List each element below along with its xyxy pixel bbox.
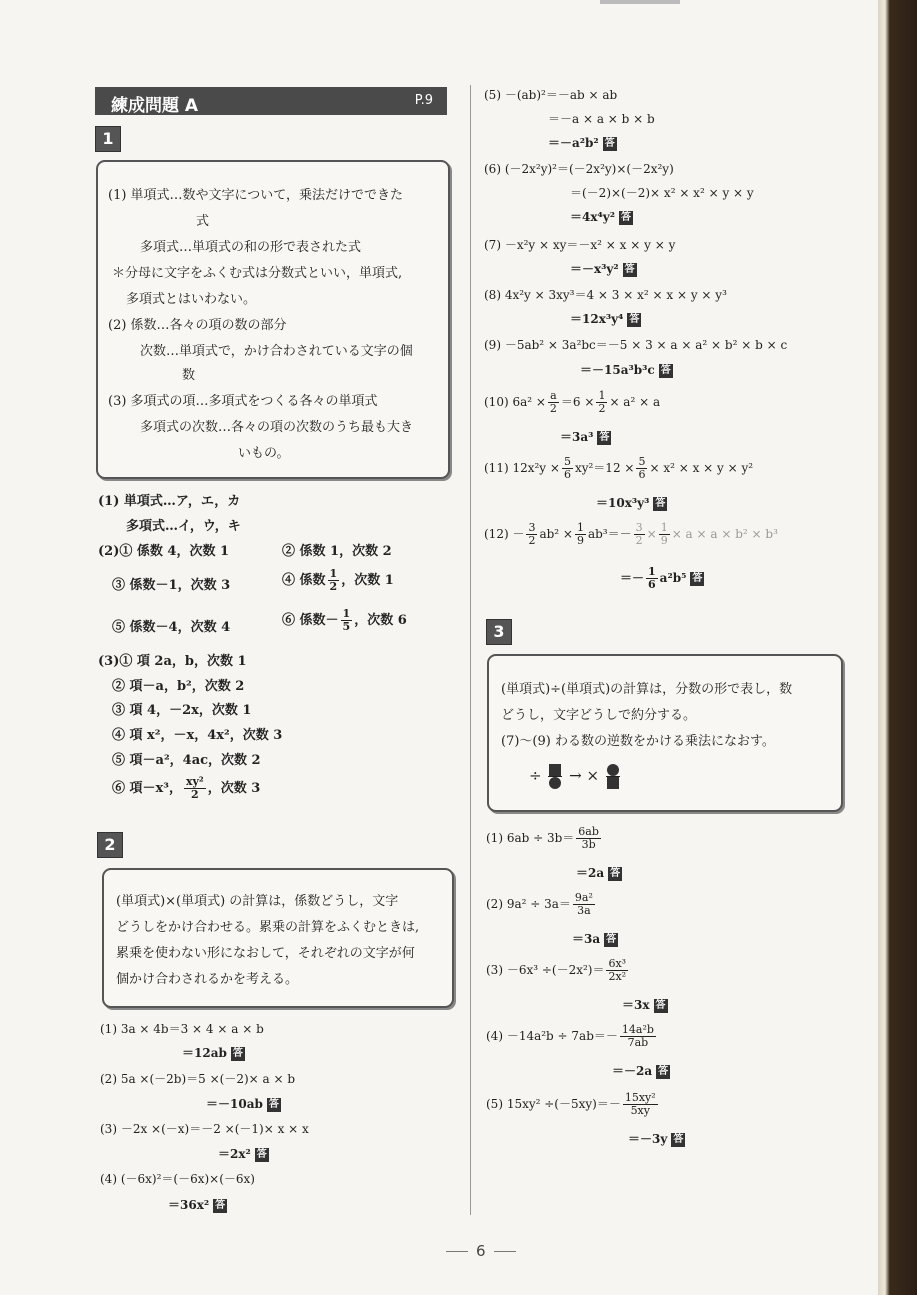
s1-answer: (3)① 項 2a，b，次数 1 xyxy=(98,654,247,669)
s1-answer: ⑥ 係数－ $\frac{1}{5}$ ，次数 6 xyxy=(282,607,407,633)
column-divider xyxy=(470,85,471,1215)
s3-result: ＝3x 答 xyxy=(622,998,666,1012)
s2-result: ＝－10ab 答 xyxy=(206,1097,279,1111)
s3-step: (2) 9a² ÷ 3a＝ $\frac{\text{9a²}}{3a}$ xyxy=(486,891,593,917)
s2-result: ＝－ $\frac{1}{6}$ a²b⁵ 答 xyxy=(620,565,703,591)
s3-step: (3) －6x³ ÷(－2x²)＝ $\frac{\text{6x³}}{\text{2x²}}$ xyxy=(486,957,627,983)
box2-line: 累乗を使わない形になおして，それぞれの文字が何 xyxy=(116,946,415,961)
s2-step: (8) 4x²y × 3xy³＝4 × 3 × x² × x × y × y³ xyxy=(484,288,727,302)
box1-line: 式 xyxy=(196,214,210,229)
page-number: 6 xyxy=(438,1242,524,1260)
s1-answer: (2)① 係数 4，次数 1 xyxy=(98,544,230,559)
s2-step: (1) 3a × 4b＝3 × 4 × a × b xyxy=(100,1022,264,1036)
s1-answer: ③ 係数－1，次数 3 xyxy=(112,578,231,593)
s2-result: ＝2x² 答 xyxy=(218,1147,267,1161)
box1-line: 次数…単項式で，かけ合わされている文字の個 xyxy=(140,344,413,359)
box2-line: (単項式)×(単項式) の計算は，係数どうし，文字 xyxy=(116,894,399,909)
s2-step: ＝(－2)×(－2)× x² × x² × y × y xyxy=(570,186,754,200)
section-number-2: 2 xyxy=(97,832,123,858)
s1-answer: ② 係数 1，次数 2 xyxy=(282,544,392,559)
box1-line: いもの。 xyxy=(238,446,290,461)
square-symbol-icon xyxy=(607,777,619,789)
box1-line: 数 xyxy=(182,368,196,383)
s1-answer: ④ 項 x²，－x，4x²，次数 3 xyxy=(112,728,283,743)
s1-answer: (1) 単項式…ア，エ，カ xyxy=(98,494,241,509)
s2-step: (7) －x²y × xy＝－x² × x × y × y xyxy=(484,238,676,252)
s2-step: (9) －5ab² × 3a²bc＝－5 × 3 × a × a² × b² × b × c xyxy=(484,338,788,352)
box1-line: (2) 係数…各々の項の数の部分 xyxy=(108,318,287,333)
reciprocal-diagram: ÷ → × xyxy=(529,764,622,789)
s3-result: ＝－3y 答 xyxy=(628,1132,684,1146)
s3-step: (1) 6ab ÷ 3b＝ $\frac{6ab}{3b}$ xyxy=(486,825,599,851)
s3-step: (4) －14a²b ÷ 7ab＝－ $\frac{\text{14a²b}}{7ab}$ xyxy=(486,1023,654,1049)
s2-result: ＝3a³ 答 xyxy=(560,430,610,444)
circle-symbol-icon xyxy=(607,764,619,776)
box1-line: 多項式とはいわない。 xyxy=(126,292,257,307)
book-spine xyxy=(878,0,917,1295)
section-header xyxy=(95,87,447,115)
box1-line: 多項式…単項式の和の形で表された式 xyxy=(140,240,362,255)
box2-line: どうしをかけ合わせる。累乗の計算をふくむときは, xyxy=(116,920,420,935)
circle-symbol-icon xyxy=(549,777,561,789)
s3-step: (5) 15xy² ÷(－5xy)＝－ $\frac{\text{15xy²}}{5xy}$ xyxy=(486,1091,656,1117)
box3-line: どうし，文字どうしで約分する。 xyxy=(501,708,697,723)
s2-result: ＝10x³y³ 答 xyxy=(596,496,666,510)
section-number-3: 3 xyxy=(486,619,512,645)
s1-answer: ⑤ 係数－4，次数 4 xyxy=(112,620,231,635)
square-symbol-icon xyxy=(549,764,561,776)
box3-line: (7)～(9) わる数の逆数をかける乗法になおす。 xyxy=(501,734,775,749)
s2-result: ＝36x² 答 xyxy=(168,1198,226,1212)
s1-answer: ② 項－a，b²，次数 2 xyxy=(112,679,245,694)
s2-result: ＝－15a³b³c 答 xyxy=(580,363,671,377)
header-title: 練成問題 A xyxy=(111,96,199,116)
explanation-box-2 xyxy=(102,868,454,1008)
s3-result: ＝－2a 答 xyxy=(612,1064,669,1078)
box3-line: (単項式)÷(単項式)の計算は，分数の形で表し，数 xyxy=(501,682,793,697)
s2-result: ＝－x³y² 答 xyxy=(570,262,635,276)
box1-line: ＊分母に文字をふくむ式は分数式といい，単項式, xyxy=(112,266,403,281)
s2-step: ＝－a × a × b × b xyxy=(548,112,655,126)
box1-line: (1) 単項式…数や文字について，乗法だけでできた xyxy=(108,188,404,203)
s3-result: ＝2a 答 xyxy=(576,866,621,880)
s2-step: (3) －2x ×(－x)＝－2 ×(－1)× x × x xyxy=(100,1122,309,1136)
s2-result: ＝－a²b² 答 xyxy=(548,136,615,150)
s1-answer: ⑤ 項－a²，4ac，次数 2 xyxy=(112,753,261,768)
s1-answer: ④ 係数 $\frac{1}{2}$ ，次数 1 xyxy=(282,567,394,593)
s2-step: (6) (－2x²y)²＝(－2x²y)×(－2x²y) xyxy=(484,162,674,176)
s3-result: ＝3a 答 xyxy=(572,932,617,946)
s2-result: ＝12ab 答 xyxy=(182,1046,243,1060)
s2-step: (10) 6a² × $\frac{a}{2}$ ＝6 × $\frac{1}{2}$ × a² × a xyxy=(484,389,661,415)
s2-step: (4) (－6x)²＝(－6x)×(－6x) xyxy=(100,1172,255,1186)
s2-result: ＝4x⁴y² 答 xyxy=(570,210,631,224)
header-page-ref: P.9 xyxy=(414,93,433,108)
s1-answer: 多項式…イ，ウ，キ xyxy=(126,519,241,534)
s2-step: (5) －(ab)²＝－ab × ab xyxy=(484,88,618,102)
s2-step: (12) － $\frac{3}{2}$ ab² × $\frac{1}{9}$ ab³＝－ $\frac{3}{2}$ × $\frac{1}{9}$ × a × a × b² × b³ xyxy=(484,521,778,547)
s2-result: ＝12x³y⁴ 答 xyxy=(570,312,640,326)
s2-step: (2) 5a ×(－2b)＝5 ×(－2)× a × b xyxy=(100,1072,296,1086)
box1-line: 多項式の次数…各々の項の次数のうち最も大き xyxy=(140,420,414,435)
s2-step: (11) 12x²y × $\frac{5}{6}$ xy²＝12 × $\frac{5}{6}$ × x² × x × y × y² xyxy=(484,455,754,481)
s1-answer: ⑥ 項－x³， $\frac{\text{xy²}}{2}$ ，次数 3 xyxy=(112,775,261,801)
section-number-1: 1 xyxy=(95,126,121,152)
explanation-box-1 xyxy=(96,160,450,479)
explanation-box-3 xyxy=(487,654,843,812)
s1-answer: ③ 項 4，－2x，次数 1 xyxy=(112,703,252,718)
box2-line: 個かけ合わされるかを考える。 xyxy=(116,972,299,987)
box1-line: (3) 多項式の項…多項式をつくる各々の単項式 xyxy=(108,394,378,409)
top-edge-mark xyxy=(600,0,680,4)
